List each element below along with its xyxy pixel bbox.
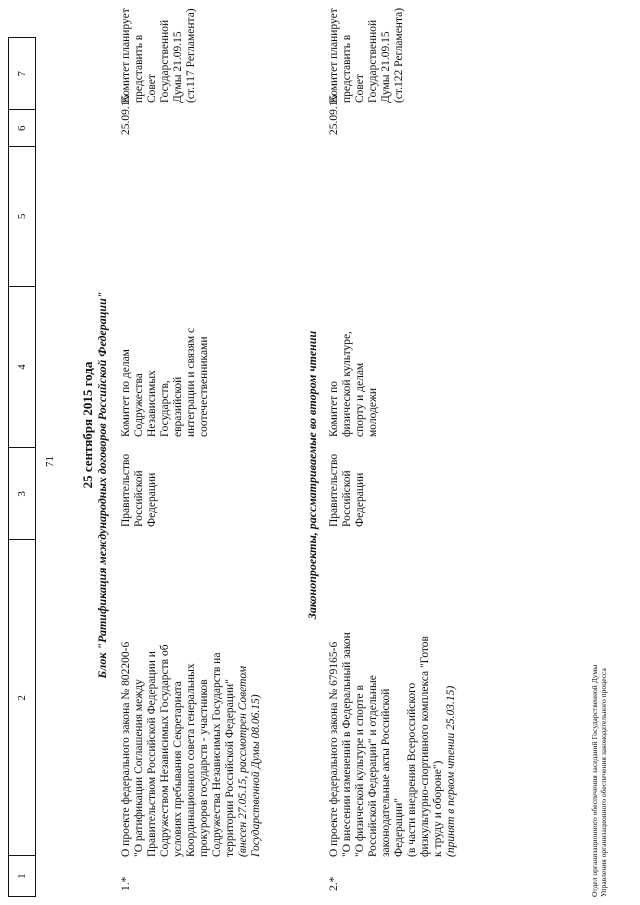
committee: Комитет по делам Содружества Независимых Государств, евразийской интеграции и связям с соотечественниками	[120, 327, 210, 437]
consideration-date: 25.09.15	[328, 94, 340, 135]
date-heading: 25 сентября 2015 года	[80, 361, 95, 489]
column-number-3: 3	[9, 448, 36, 540]
section-heading: Законопроекты, рассматриваемые во втором чтении	[305, 330, 319, 620]
column-number-4: 4	[9, 286, 36, 447]
column-header-row	[8, 37, 36, 897]
initiator: Правительство Российской Федерации	[328, 453, 366, 527]
column-number-5: 5	[9, 147, 36, 287]
footer	[590, 665, 608, 897]
remark: Комитет планирует представить в Совет Государственной Думы 21.09.15 (ст.117 Регламента)	[120, 8, 197, 103]
row-number: 1.*	[120, 876, 132, 891]
remark: Комитет планирует представить в Совет Государственной Думы 21.09.15 (ст.122 Регламента)	[328, 7, 405, 103]
column-number-7: 7	[9, 38, 36, 110]
consideration-date: 25.09.15	[120, 94, 132, 135]
footer-line-2: Управления организационного обеспечения законодательного процесса	[599, 668, 608, 897]
column-number-6: 6	[9, 110, 36, 147]
block-heading: Блок "Ратификация международных договоров Российской Федерации"	[95, 291, 109, 679]
initiator: Правительство Российской Федерации	[120, 453, 158, 527]
footer-line-1: Отдел организационного обеспечения заседаний Государственной Думы	[590, 664, 599, 897]
bill-title	[120, 537, 263, 857]
column-number-2: 2	[9, 540, 36, 856]
page-number: 71	[44, 456, 56, 467]
row-number: 2.*	[328, 876, 340, 891]
bill-note: (принят в первом чтении 25.03.15)	[445, 685, 457, 857]
committee: Комитет по физической культуре, спорту и делам молодежи	[328, 331, 379, 437]
bill-title	[328, 527, 458, 857]
column-number-1: 1	[9, 856, 36, 897]
bill-title-text: О проекте федерального закона № 802200-6 "О ратификации Соглашения между Правительством Российской Федерации и Содружеством Независимых Государств об условиях пребывания Секретариата Координационного совета генеральных прокуроров государств - участников Содружества Независимых Государств на территории Российской Федерации"	[120, 641, 236, 857]
bill-title-text: О проекте федерального закона № 679165-6 "О внесении изменений в Федеральный закон "О физической культуре и спорте в Российской Федерации" и отдельные законодательные акты Российской Федерации" (в части внедрения Всероссийского физкультурно-спортивного комплекса "Готов к труду и обороне")	[328, 632, 444, 857]
bill-note: (внесен 27.05.15, рассмотрен Советом Государственной Думы 08.06.15)	[237, 665, 262, 857]
